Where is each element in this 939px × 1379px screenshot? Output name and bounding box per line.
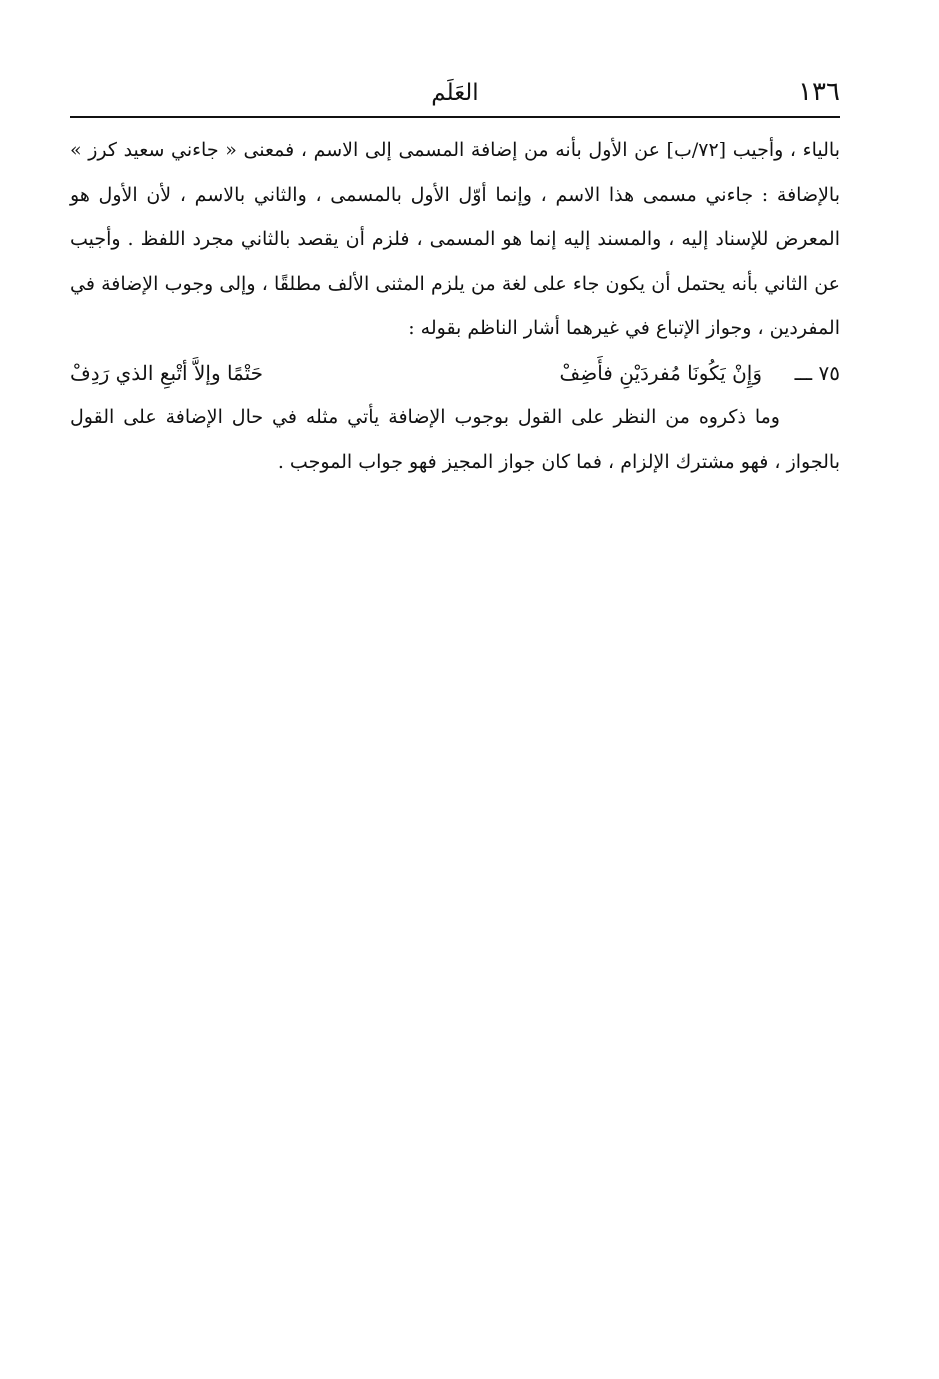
- body-text: [70, 128, 840, 484]
- verse-first-hemistich: وَإِنْ يَكُونَا مُفردَيْنِ فأَضِفْ: [559, 360, 762, 385]
- verse-number: ٧٥ ـــ: [794, 360, 840, 385]
- verse-second-hemistich: حَتْمًا وإلاَّ أتْبعِ الذي رَدِفْ: [70, 360, 264, 385]
- page-header: [70, 70, 840, 114]
- page-number: ١٣٦: [798, 77, 840, 107]
- verse-line: [70, 351, 840, 396]
- paragraph-1: بالياء ، وأجيب [٧٢/ب] عن الأول بأنه من إضافة المسمى إلى الاسم ، فمعنى « جاءني سعيد كرز » بالإضافة : جاءني مسمى هذا الاسم ، وإنما أوّل الأول بالمسمى ، والثاني بالاسم ، لأن الأول هو المعرض للإسناد إليه ، والمسند إليه إنما هو المسمى ، فلزم أن يقصد بالثاني مجرد اللفظ . وأجيب عن الثاني بأنه يحتمل أن يكون جاء على لغة من يلزم المثنى الألف مطلقًا ، وإلى وجوب الإضافة في المفردين ، وجواز الإتباع في غيرهما أشار الناظم بقوله :: [70, 139, 840, 339]
- paragraph-2: وما ذكروه من النظر على القول بوجوب الإضافة يأتي مثله في حال الإضافة على القول بالجواز ، فهو مشترك الإلزام ، فما كان جواز المجيز فهو جواب الموجب .: [70, 406, 840, 473]
- header-rule: [70, 116, 840, 118]
- running-title: العَلَم: [431, 80, 479, 106]
